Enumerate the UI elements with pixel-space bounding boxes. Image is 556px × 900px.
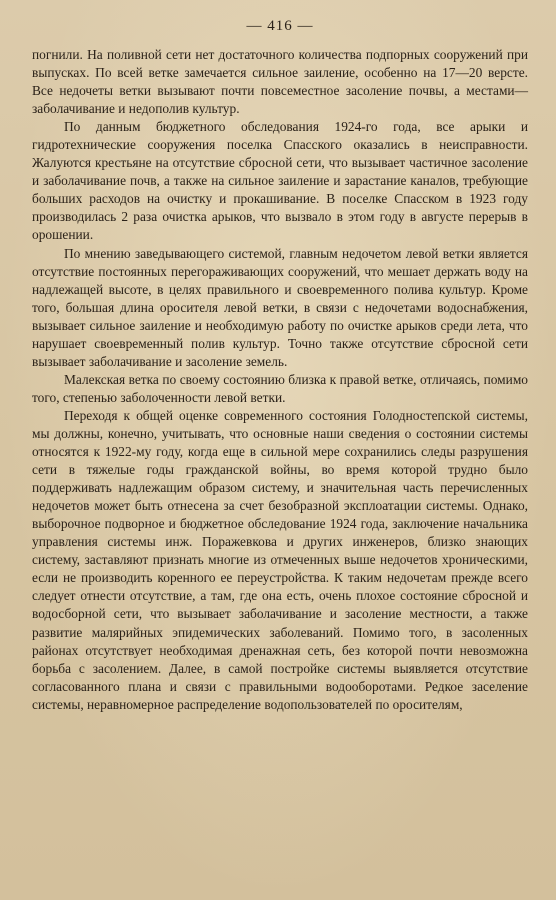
paragraph-malek-branch: Малекская ветка по своему состоянию близка к правой ветке, отличаясь, помимо того, степенью заболоченности левой ветки. <box>32 371 528 405</box>
page-number: — 416 — <box>246 18 314 34</box>
paragraph-budget-survey: По данным бюджетного обследования 1924-го года, все арыки и гидротехнические сооружения поселка Спасского оказались в неисправности. Жалуются крестьяне на отсутствие сбросной сети, что вызывает частичное засоление и заболачивание почв, а также на сильное заиление и зарастание каналов, требующие больших расходов на очистку и прокашивание. В поселке Спасском в 1923 году производилась 2 раза очистка арыков, что вызвало в этом году в августе перерыв в орошении. <box>32 119 528 243</box>
paragraph-left-branch: По мнению заведывающего системой, главным недочетом левой ветки является отсутствие постоянных перегораживающих сооружений, что мешает держать воду на надлежащей высоте, в целях правильного и своевременного полива культур. Кроме того, большая длина оросителя левой ветки, в связи с недочетами водоснабжения, вызывает сильное заиление и необходимую работу по очистке арыков среди лета, что нарушает своевременный полив культур. Точно также отсутствие сбросной сети вызывает заболачивание и засоление земель. <box>32 245 528 369</box>
paragraph-general-assessment: Переходя к общей оценке современного состояния Голодностепской системы, мы должны, конечно, учитывать, что основные наши сведения о состоянии системы относятся к 1922-му году, когда еще в сильной мере сохранились следы разрушения сети в тяжелые годы гражданской войны, во время которой трудно было поддерживать надлежащим образом систему, и значительная часть перечисленных недочетов может быть отнесена за счет безобразной эксплоатации системы. Однако, выборочное подворное и бюджетное обследование 1924 года, заключение начальника управления системы инж. Поражевкова и других инженеров, близко знающих систему, заставляют признать многие из отмеченных выше недочетов хроническими, если не производить коренного ее переустройства. К таким недочетам прежде всего следует отнести отсутствие, а там, где она есть, очень плохое состояние сбросной и водосборной сети, что вызывает заболачивание и засоление местности, а также развитие малярийных эпидемических заболеваний. Помимо того, в засоленных районах отсутствует необходимая дренажная сеть, без которой почти невозможна борьба с засолением. Далее, в самой постройке системы выявляется отсутствие согласованного плана и связи с правильными водооборотами. Редкое заселение системы, неравномерное распределение водопользователей по оросителям, <box>32 407 528 712</box>
paragraph-continuation: погнили. На поливной сети нет достаточного количества подпорных сооружений при выпусках. По всей ветке замечается сильное заиление, особенно на 17—20 версте. Все недочеты ветки вызывают почти повсеместное засоление почвы, а местами—заболачивание и недополив культур. <box>32 47 528 117</box>
body-text <box>32 46 528 714</box>
